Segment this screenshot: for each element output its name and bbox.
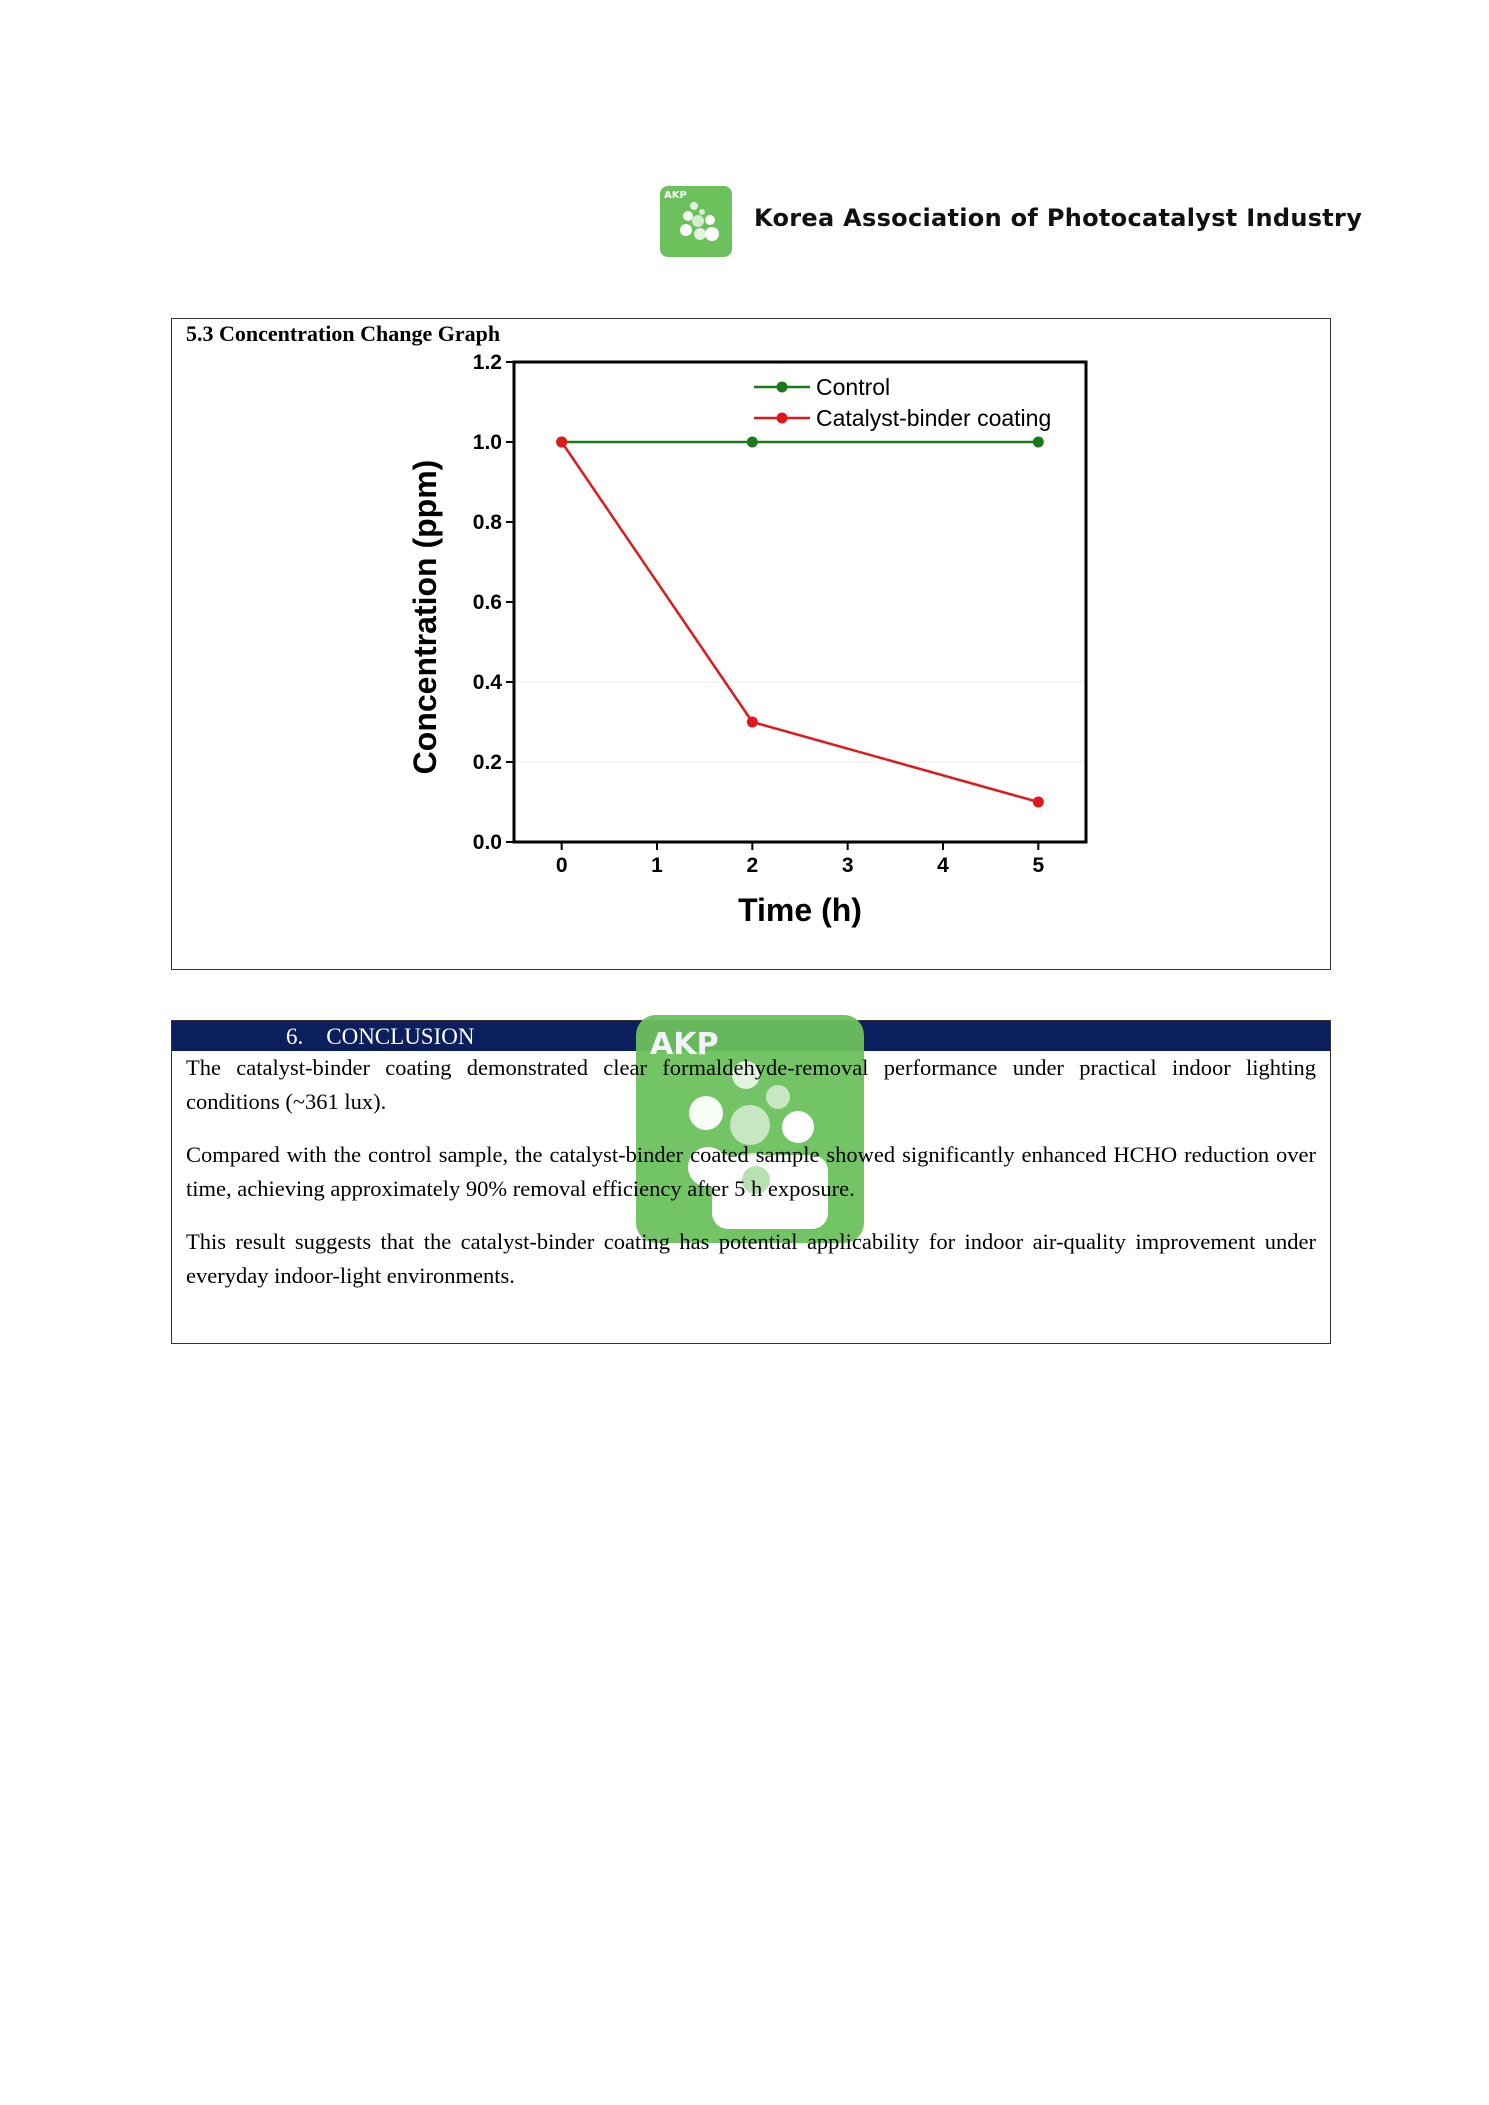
- legend-marker: [777, 413, 788, 424]
- data-point: [556, 437, 567, 448]
- logo-text: AKP: [664, 190, 687, 201]
- x-tick-label: 0: [555, 854, 568, 877]
- section-number: 6.: [286, 1024, 304, 1049]
- plot-frame: [514, 362, 1086, 842]
- y-tick-label: 0.4: [472, 671, 502, 694]
- legend-label: Control: [816, 374, 891, 400]
- conclusion-section: [171, 1020, 1331, 1344]
- y-tick-label: 0.2: [472, 751, 502, 774]
- data-point: [747, 437, 758, 448]
- conclusion-body: [186, 1051, 1316, 1312]
- graph-section: [171, 318, 1331, 970]
- y-tick-label: 1.2: [472, 351, 502, 374]
- logo-dots-icon: [660, 186, 732, 257]
- data-point: [1033, 437, 1044, 448]
- graph-heading: 5.3 Concentration Change Graph: [186, 321, 501, 346]
- organization-name: Korea Association of Photocatalyst Industry: [754, 204, 1363, 232]
- series-line: [562, 442, 1039, 802]
- conclusion-paragraph: This result suggests that the catalyst-binder coating has potential applicability for indoor air-quality improvement under everyday indoor-light environments.: [186, 1229, 1316, 1288]
- x-tick-label: 4: [937, 854, 949, 877]
- x-tick-label: 2: [746, 854, 759, 877]
- legend-label: Catalyst-binder coating: [816, 405, 1052, 431]
- x-tick-label: 1: [651, 854, 663, 877]
- x-tick-label: 3: [841, 854, 854, 877]
- conclusion-paragraph: The catalyst-binder coating demonstrated clear formaldehyde-removal performance under practical indoor lighting conditions (~361 lux).: [186, 1055, 1316, 1114]
- watermark-text: AKP: [650, 1027, 719, 1062]
- x-tick-label: 5: [1032, 854, 1045, 877]
- y-axis-label: Concentration (ppm): [407, 459, 443, 775]
- concentration-chart: [172, 319, 1330, 969]
- data-point: [1033, 797, 1044, 808]
- data-point: [747, 717, 758, 728]
- y-tick-label: 0.8: [472, 511, 502, 534]
- akp-logo: [660, 186, 732, 257]
- conclusion-paragraph: Compared with the control sample, the catalyst-binder coated sample showed significantly enhanced HCHO reduction over time, achieving approximately 90% removal efficiency after 5 h exposure.: [186, 1142, 1316, 1201]
- y-tick-label: 0.6: [472, 591, 502, 614]
- x-axis-label: Time (h): [738, 892, 862, 928]
- y-tick-label: 0.0: [472, 831, 502, 854]
- conclusion-title: [286, 1024, 474, 1050]
- legend-marker: [777, 382, 788, 393]
- section-title: CONCLUSION: [326, 1024, 475, 1049]
- y-tick-label: 1.0: [472, 431, 502, 454]
